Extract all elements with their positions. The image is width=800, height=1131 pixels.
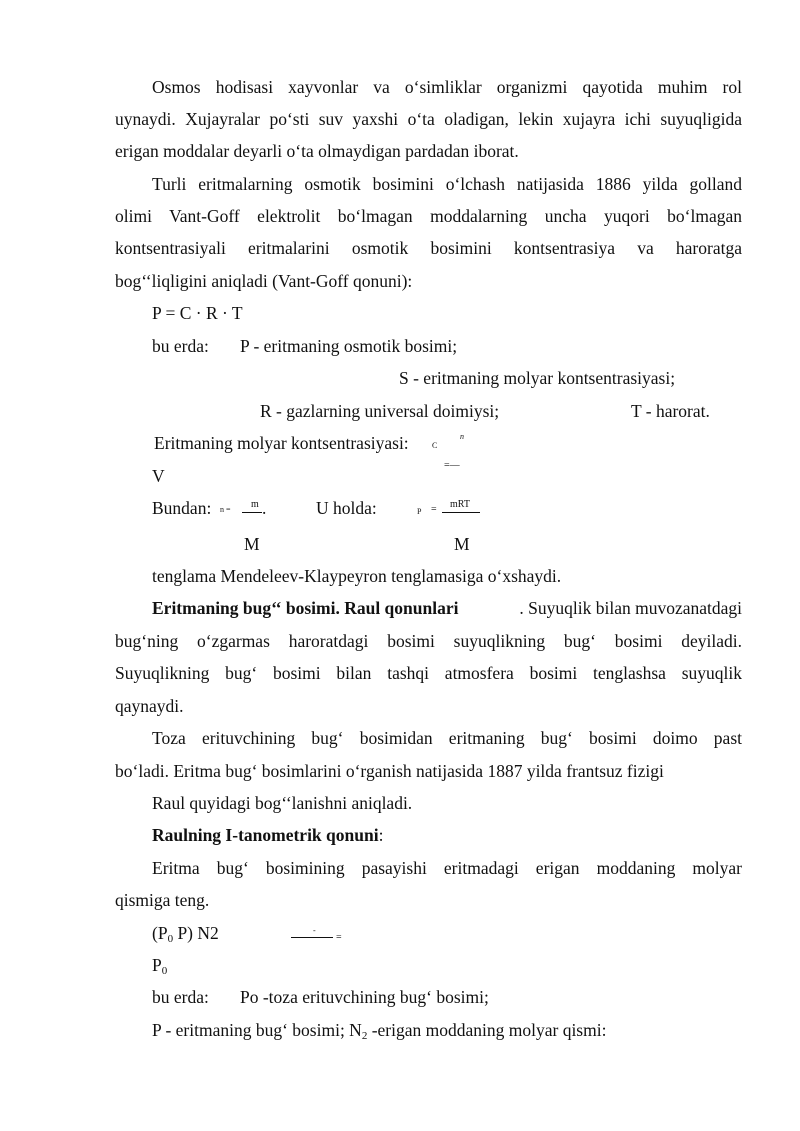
- fraction-bar: [291, 937, 333, 938]
- section-heading-line: [152, 598, 742, 618]
- formula-n-eq: n =: [220, 505, 231, 514]
- paragraph-line: tenglama Mendeleev-Klaypeyron tenglamasiga o‘xshaydi.: [152, 566, 562, 586]
- u-holda-label: U holda:: [316, 498, 377, 518]
- paragraph-line: Raul quyidagi bog‘‘lanishni aniqladi.: [152, 793, 413, 813]
- formula-part: P: [152, 955, 162, 975]
- paragraph-line: bo‘ladi. Eritma bug‘ bosimlarini o‘rganish natijasida 1887 yilda frantsuz fizigi: [115, 761, 664, 781]
- paragraph-line: kontsentrasiyali eritmalarini osmotik bosimini kontsentrasiya va haroratga: [115, 238, 742, 258]
- paragraph-line: olimi Vant-Goff elektrolit bo‘lmagan moddalarning uncha yuqori bo‘lmagan: [115, 206, 742, 226]
- paragraph-line: Suyuqlikning bug‘ bosimi bilan tashqi atmosfera bosimi tenglashsa suyuqlik: [115, 663, 742, 683]
- paragraph-line: erigan moddalar deyarli o‘ta olmaydigan pardadan iborat.: [115, 141, 519, 161]
- formula-n: n: [460, 432, 464, 441]
- definition-t: T - harorat.: [631, 401, 710, 421]
- definition-text: P - eritmaning bug‘ bosimi; N: [152, 1020, 362, 1040]
- formula-vant-goff: P = C · R · T: [152, 303, 243, 323]
- formula-p0: [152, 955, 167, 975]
- paragraph-line: qaynaydi.: [115, 696, 184, 716]
- paragraph-line: Turli eritmalarning osmotik bosimini o‘lchash natijasida 1886 yilda golland: [152, 174, 742, 194]
- formula-dot: .: [262, 498, 267, 518]
- section-heading: Eritmaning bug‘‘ bosimi. Raul qonunlari: [152, 598, 459, 618]
- formula-eq: =—: [444, 460, 460, 471]
- paragraph-line: bug‘ning o‘zgarmas haroratdagi bosimi suyuqlikning bug‘ bosimi deyiladi.: [115, 631, 742, 651]
- formula-raul: [152, 923, 219, 943]
- paragraph-text: . Suyuqlik bilan muvozanatdagi: [519, 598, 742, 618]
- formula-part: P) N2: [173, 923, 219, 943]
- formula-subscript: 0: [167, 933, 174, 945]
- formula-m-denominator: M: [244, 534, 260, 554]
- formula-mrt: mRT: [450, 499, 470, 510]
- formula-v: V: [152, 466, 165, 486]
- formula-eq: =: [336, 932, 342, 943]
- definition-p: P - eritmaning osmotik bosimi;: [240, 336, 458, 356]
- paragraph-line: Eritma bug‘ bosimining pasayishi eritmadagi erigan moddaning molyar: [152, 858, 742, 878]
- definition-p-n2: [152, 1020, 606, 1040]
- law-title-colon: :: [378, 825, 384, 845]
- formula-m: m: [251, 499, 259, 510]
- paragraph-line: bog‘‘liqligini aniqladi (Vant-Goff qonuni):: [115, 271, 413, 291]
- definition-p0: Po -toza erituvchining bug‘ bosimi;: [240, 987, 489, 1007]
- fraction-bar: [442, 512, 480, 513]
- formula-part: (P: [152, 923, 168, 943]
- definition-s: S - eritmaning molyar kontsentrasiyasi;: [399, 368, 676, 388]
- formula-c: C: [432, 441, 438, 450]
- bundan-label: Bundan:: [152, 498, 212, 518]
- formula-subscript: 0: [161, 965, 168, 977]
- formula-p: P: [417, 507, 422, 516]
- formula-minus: -: [313, 926, 316, 935]
- paragraph-line: Toza erituvchining bug‘ bosimidan eritmaning bug‘ bosimi doimo past: [152, 728, 742, 748]
- formula-subscript: 2: [361, 1030, 368, 1042]
- fraction-bar: [242, 512, 262, 513]
- definition-r: R - gazlarning universal doimiysi;: [260, 401, 500, 421]
- definition-label: bu erda:: [152, 987, 209, 1007]
- law-title: Raulning I-tanometrik qonuni: [152, 825, 379, 845]
- paragraph-line: qismiga teng.: [115, 890, 210, 910]
- definition-label: bu erda:: [152, 336, 209, 356]
- paragraph-line: uynaydi. Xujayralar po‘sti suv yaxshi o‘ta oladigan, lekin xujayra ichi suyuqligida: [115, 109, 742, 129]
- definition-text: -erigan moddaning molyar qismi:: [367, 1020, 607, 1040]
- law-title-line: [152, 825, 383, 845]
- formula-m-denominator: M: [454, 534, 470, 554]
- formula-p-eq: =: [431, 504, 437, 515]
- molar-concentration-text: Eritmaning molyar kontsentrasiyasi:: [154, 433, 409, 453]
- paragraph-line: Osmos hodisasi xayvonlar va o‘simliklar organizmi qayotida muhim rol: [152, 77, 742, 97]
